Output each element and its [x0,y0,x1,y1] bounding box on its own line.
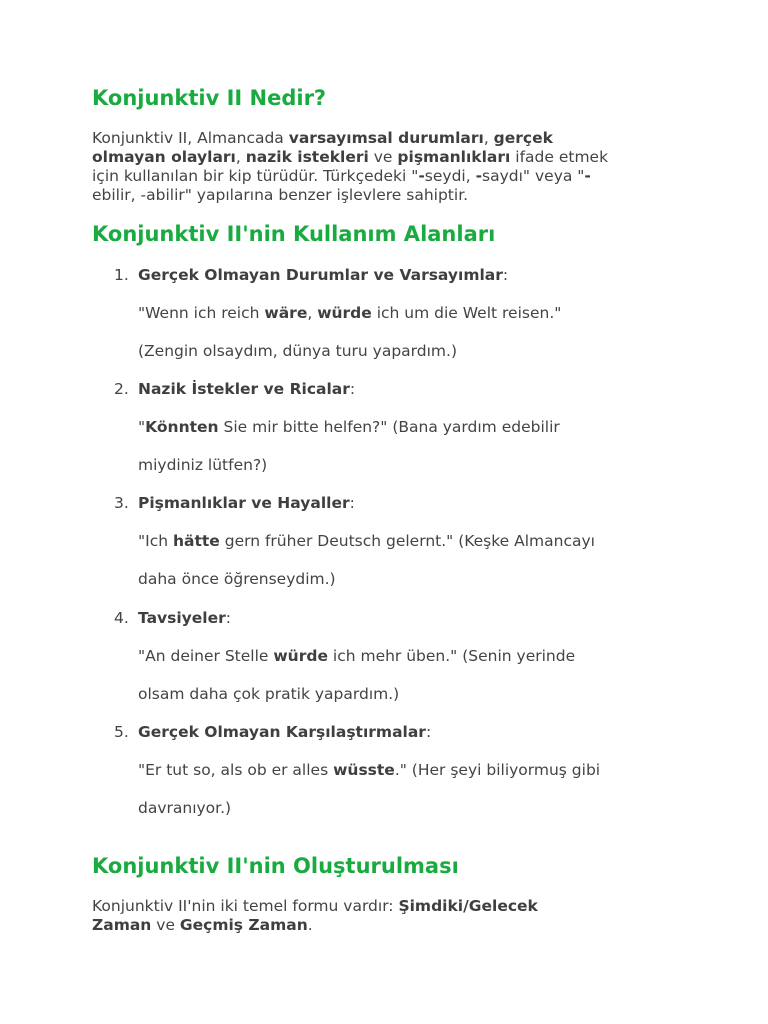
intro-text: abilir" yapılarına benzer işlevlere sahiptir. [146,186,469,204]
example-bold: würde [317,304,372,322]
intro-text: Konjunktiv II, Almancada [92,129,289,147]
example-text: , [307,304,318,322]
example-text: "Wenn ich reich [138,304,265,322]
translation-text: davranıyor.) [138,799,232,817]
formation-text: Konjunktiv II'nin iki temel formu vardır: [92,897,399,915]
formation-line [92,916,682,935]
example-text: "Ich [138,532,173,550]
example-text: " [138,418,146,436]
intro-bold: - [475,167,483,185]
formation-text: ve [151,916,180,934]
item-title-text: Tavsiyeler [138,609,226,627]
heading-kullanim-alanlari: Konjunktiv II'nin Kullanım Alanları [92,222,496,246]
intro-bold: nazik istekleri [245,148,369,166]
list-item-title [138,722,431,742]
item-colon: : [425,723,432,741]
example-text: ich um die Welt reisen." [371,304,562,322]
intro-text: ebilir, - [92,186,147,204]
example-bold: wüsste [333,761,395,779]
example-sentence [138,531,595,551]
example-bold: Könnten [145,418,219,436]
example-text: Sie mir bitte helfen?" (Bana yardım edebilir [218,418,560,436]
intro-text: ifade etmek [510,148,609,166]
example-text: ich mehr üben." (Senin yerinde [327,647,576,665]
translation-text: olsam daha çok pratik yapardım.) [138,685,400,703]
translation-text: daha önce öğrenseydim.) [138,570,336,588]
example-bold: hätte [172,532,220,550]
formation-bold: Zaman [92,916,152,934]
example-bold: wäre [264,304,308,322]
intro-bold: - [418,167,425,185]
item-title-text: Gerçek Olmayan Karşılaştırmalar [138,723,426,741]
list-item-title [138,379,355,399]
intro-line [92,186,682,205]
list-number: 2. [114,380,129,398]
intro-bold: olmayan olayları [92,148,236,166]
item-title-text: Nazik İstekler ve Ricalar [138,380,350,398]
translation-text: miydiniz lütfen?) [138,456,268,474]
item-title-text: Pişmanlıklar ve Hayaller [138,494,350,512]
formation-bold: Geçmiş Zaman [179,916,308,934]
list-number: 3. [114,494,129,512]
intro-line [92,167,682,186]
intro-text: , [235,148,246,166]
list-item-title [138,265,508,285]
item-colon: : [349,380,356,398]
list-item-title [138,608,231,628]
example-sentence [138,417,560,437]
example-text: "Er tut so, als ob er alles [138,761,334,779]
intro-bold: gerçek [493,129,553,147]
example-sentence [138,303,561,323]
example-text: "An deiner Stelle [138,647,274,665]
example-sentence [138,760,600,780]
intro-line [92,148,682,167]
example-sentence [138,646,575,666]
intro-bold: pişmanlıkları [397,148,511,166]
example-text: gern früher Deutsch gelernt." (Keşke Almancayı [219,532,595,550]
list-number: 1. [114,266,129,284]
intro-text: , [483,129,494,147]
intro-line [92,129,682,148]
example-text: ." (Her şeyi biliyormuş gibi [394,761,601,779]
example-bold: würde [273,647,328,665]
item-colon: : [502,266,509,284]
list-number: 5. [114,723,129,741]
intro-bold: varsayımsal durumları [288,129,484,147]
formation-line [92,897,682,916]
item-colon: : [225,609,231,627]
intro-text: saydı" veya " [482,167,585,185]
intro-text: ve [368,148,398,166]
list-number: 4. [114,609,129,627]
item-colon: : [349,494,355,512]
formation-bold: Şimdiki/Gelecek [398,897,538,915]
intro-text: için kullanılan bir kip türüdür. Türkçedeki " [92,167,419,185]
heading-olusturulmasi: Konjunktiv II'nin Oluşturulması [92,854,459,878]
list-item-title [138,493,355,513]
translation-text: (Zengin olsaydım, dünya turu yapardım.) [138,342,457,360]
item-title-text: Gerçek Olmayan Durumlar ve Varsayımlar [138,266,503,284]
intro-text: seydi, [424,167,476,185]
formation-text: . [307,916,313,934]
heading-konjunktiv-nedir: Konjunktiv II Nedir? [92,86,327,110]
intro-bold: - [584,167,591,185]
